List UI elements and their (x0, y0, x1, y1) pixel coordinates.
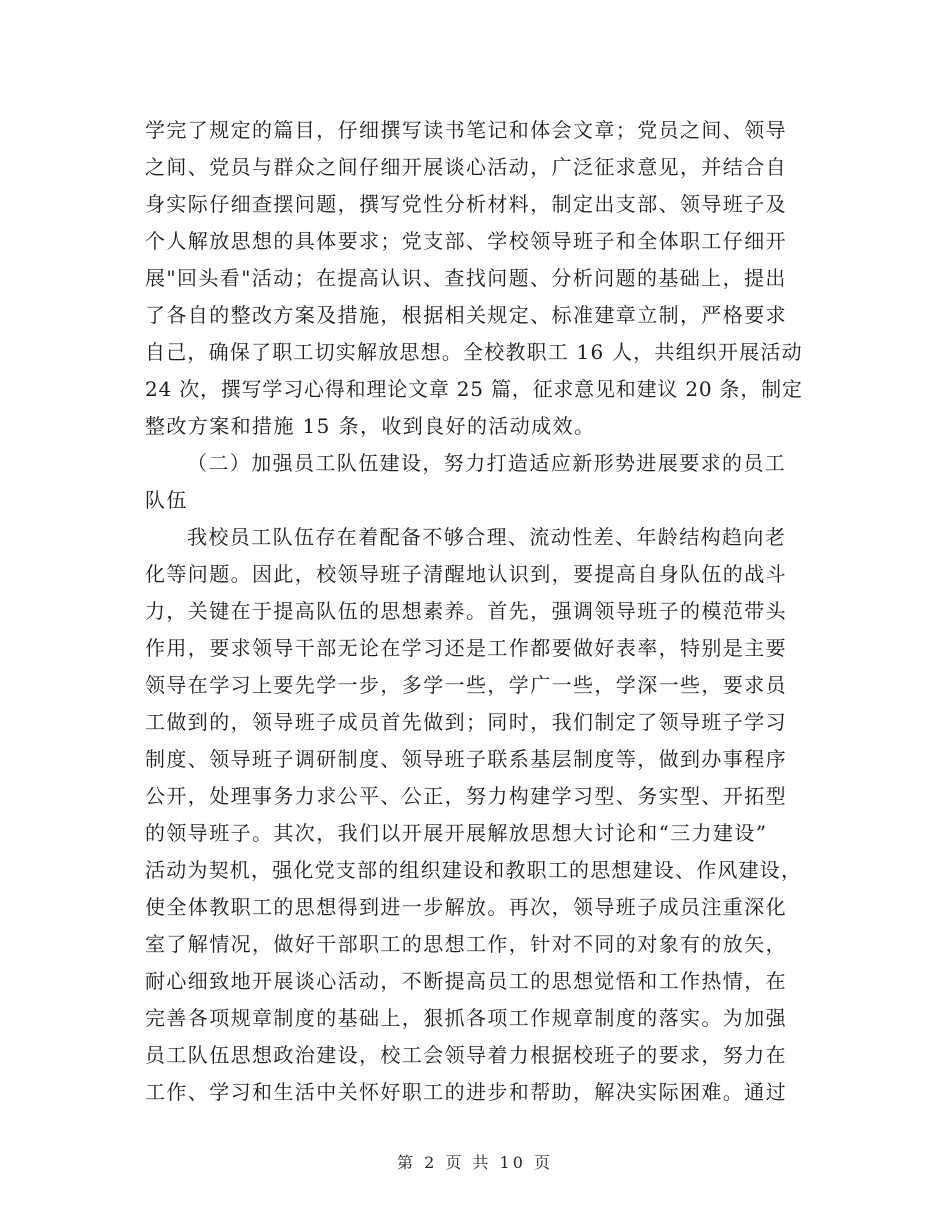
section-heading: 队伍 (145, 488, 188, 512)
paragraph-2-line: 力，关键在于提高队伍的思想素养。首先，强调领导班子的模范带头 (145, 599, 787, 623)
paragraph-2-line: 工做到的，领导班子成员首先做到；同时，我们制定了领导班子学习 (145, 710, 787, 734)
paragraph-2-line: 制度、领导班子调研制度、领导班子联系基层制度等，做到办事程序 (145, 747, 787, 771)
paragraph-2-line: 室了解情况，做好干部职工的思想工作，针对不同的对象有的放矢， (145, 932, 787, 956)
paragraph-1-line: 展"回头看"活动；在提高认识、查找问题、分析问题的基础上，提出 (145, 266, 787, 290)
paragraph-1-line: 学完了规定的篇目，仔细撰写读书笔记和体会文章；党员之间、领导 (145, 118, 787, 142)
paragraph-1-line: 了各自的整改方案及措施，根据相关规定、标准建章立制，严格要求 (145, 303, 787, 327)
paragraph-1-line: 整改方案和措施 15 条，收到良好的活动成效。 (145, 414, 596, 438)
section-heading: （二）加强员工队伍建设，努力打造适应新形势进展要求的员工 (187, 451, 787, 475)
paragraph-2-line: 耐心细致地开展谈心活动，不断提高员工的思想觉悟和工作热情，在 (145, 969, 787, 993)
paragraph-1-line: 之间、党员与群众之间仔细开展谈心活动，广泛征求意见，并结合自 (145, 155, 787, 179)
paragraph-2-line: 化等问题。因此，校领导班子清醒地认识到，要提高自身队伍的战斗 (145, 562, 787, 586)
page-number-footer: 第 2 页 共 10 页 (397, 1153, 553, 1172)
paragraph-2-line: 完善各项规章制度的基础上，狠抓各项工作规章制度的落实。为加强 (145, 1006, 787, 1030)
paragraph-2-line: 作用，要求领导干部无论在学习还是工作都要做好表率，特别是主要 (145, 636, 787, 660)
paragraph-2-line: 活动为契机，强化党支部的组织建设和教职工的思想建设、作风建设， (145, 858, 803, 882)
paragraph-2-line: 使全体教职工的思想得到进一步解放。再次，领导班子成员注重深化 (145, 895, 787, 919)
paragraph-2-line: 我校员工队伍存在着配备不够合理、流动性差、年龄结构趋向老 (187, 525, 787, 549)
paragraph-1-line: 个人解放思想的具体要求；党支部、学校领导班子和全体职工仔细开 (145, 229, 787, 253)
paragraph-2-line: 公开，处理事务力求公平、公正，努力构建学习型、务实型、开拓型 (145, 784, 787, 808)
paragraph-1-line: 24 次，撰写学习心得和理论文章 25 篇，征求意见和建议 20 条，制定 (145, 377, 803, 401)
paragraph-2-line: 领导在学习上要先学一步，多学一些，学广一些，学深一些，要求员 (145, 673, 787, 697)
paragraph-2-line: 的领导班子。其次，我们以开展开展解放思想大讨论和“三力建设” (145, 821, 768, 845)
paragraph-2-line: 工作、学习和生活中关怀好职工的进步和帮助，解决实际困难。通过 (145, 1080, 787, 1104)
paragraph-1-line: 身实际仔细查摆问题，撰写党性分析材料，制定出支部、领导班子及 (145, 192, 787, 216)
paragraph-1-line: 自己，确保了职工切实解放思想。全校教职工 16 人，共组织开展活动 (145, 340, 803, 364)
paragraph-2-line: 员工队伍思想政治建设，校工会领导着力根据校班子的要求，努力在 (145, 1043, 787, 1067)
